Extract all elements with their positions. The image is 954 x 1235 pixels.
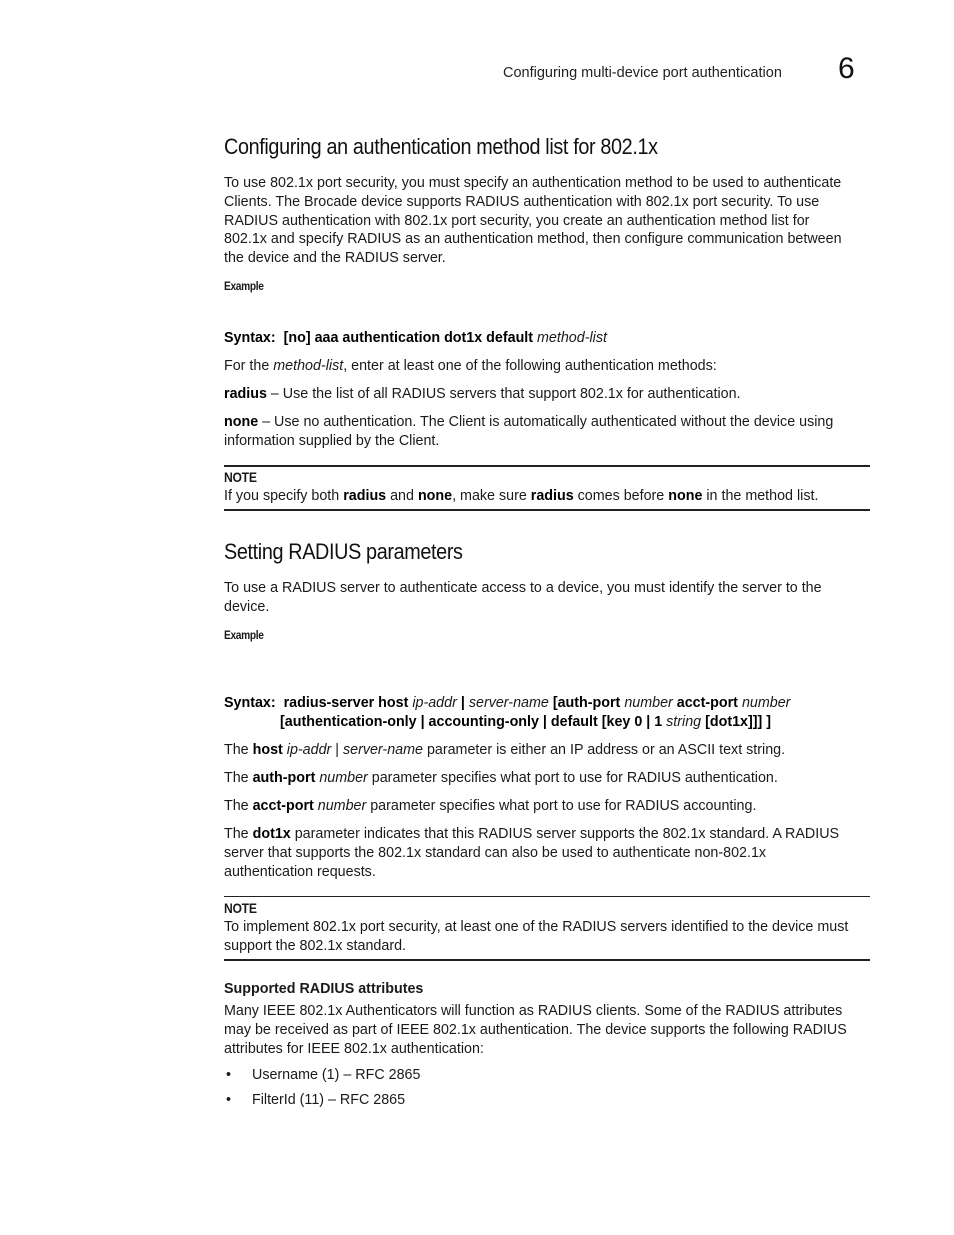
running-header-title: Configuring multi-device port authentication <box>503 65 782 81</box>
subheading-supported-attributes: Supported RADIUS attributes <box>224 981 424 997</box>
text-run: and <box>386 488 418 504</box>
text-run: parameter is either an IP address or an ASCII text string. <box>422 742 786 758</box>
note-bottom-rule <box>224 959 870 961</box>
example-label: Example <box>224 279 264 293</box>
radius-syntax-line-2 <box>280 713 930 732</box>
syntax-argument: method-list <box>537 330 607 346</box>
intro-line: To use a RADIUS server to authenticate access to a device, you must identify the server to the <box>224 580 822 596</box>
text-run: The <box>224 742 253 758</box>
bullet-icon: • <box>226 1092 232 1108</box>
syntax-argument: server-name <box>468 695 549 711</box>
note-bottom-rule <box>224 509 870 511</box>
text-line: To implement 802.1x port security, at least one of the RADIUS servers identified to the device must <box>224 919 849 935</box>
intro-line: 802.1x and specify RADIUS as an authentication method, then configure communication between <box>224 231 842 248</box>
attributes-intro <box>224 1002 874 1058</box>
syntax-line <box>224 329 874 348</box>
keyword: radius <box>530 488 574 504</box>
method-list-intro <box>224 174 874 268</box>
note-top-rule <box>224 896 870 897</box>
text-run: For the <box>224 358 274 374</box>
syntax-argument: number <box>624 695 673 711</box>
radius-description: – Use the list of all RADIUS servers that support 802.1x for authentication. <box>266 386 741 402</box>
intro-line: device. <box>224 598 270 615</box>
param-name: number <box>317 798 367 814</box>
radius-syntax-line-1 <box>224 694 874 713</box>
syntax-command: radius-server host <box>283 695 409 711</box>
dot1x-desc <box>224 825 874 881</box>
keyword: radius <box>343 488 387 504</box>
intro-line: RADIUS authentication with 802.1x port security, you create an authentication method list for <box>224 212 810 229</box>
text-line: authentication requests. <box>224 863 376 880</box>
none-description: – Use no authentication. The Client is automatically authenticated without the device using <box>258 414 834 430</box>
host-param-desc <box>224 741 874 760</box>
text-run: , make sure <box>452 488 531 504</box>
syntax-keyword: acct-port <box>676 695 738 711</box>
syntax-label: Syntax: <box>224 695 276 711</box>
keyword-auth-port: auth-port <box>252 770 316 786</box>
section-heading-method-list: Configuring an authentication method list for 802.1x <box>224 134 658 159</box>
param-name: ip-addr <box>286 742 332 758</box>
none-option <box>224 413 874 451</box>
none-description-cont: information supplied by the Client. <box>224 432 440 449</box>
syntax-separator: | <box>460 695 465 711</box>
keyword-acct-port: acct-port <box>252 798 314 814</box>
keyword: none <box>417 488 453 504</box>
syntax-label: Syntax: <box>224 330 276 346</box>
auth-port-desc <box>224 769 874 788</box>
text-line: attributes for IEEE 802.1x authentication: <box>224 1040 484 1057</box>
note-label: NOTE <box>224 901 257 916</box>
chapter-number: 6 <box>838 52 855 85</box>
text-line: server that supports the 802.1x standard can also be used to authenticate non-802.1x <box>224 844 767 861</box>
example-label: Example <box>224 628 264 642</box>
syntax-argument: ip-addr <box>412 695 457 711</box>
note-label: NOTE <box>224 470 257 485</box>
text-run: The <box>224 798 253 814</box>
keyword-host: host <box>252 742 283 758</box>
param-name: number <box>319 770 368 786</box>
text-line: support the 802.1x standard. <box>224 937 407 954</box>
text-run: If you specify both <box>224 488 344 504</box>
intro-line: To use 802.1x port security, you must specify an authentication method to be used to authenticate <box>224 175 842 191</box>
param-name: server-name <box>342 742 423 758</box>
intro-line: Clients. The Brocade device supports RADIUS authentication with 802.1x port security. To use <box>224 193 820 210</box>
text-run: parameter indicates that this RADIUS server supports the 802.1x standard. A RADIUS <box>290 826 840 842</box>
text-run: The <box>224 770 253 786</box>
text-run: The <box>224 826 253 842</box>
note-text <box>224 487 874 506</box>
text-run: in the method list. <box>702 488 819 504</box>
keyword-dot1x: dot1x <box>252 826 291 842</box>
syntax-argument: number <box>741 695 791 711</box>
text-run: | <box>331 742 343 758</box>
syntax-keyword: [authentication-only | accounting-only | default [key 0 | 1 <box>280 714 663 730</box>
syntax-argument: string <box>666 714 702 730</box>
text-run: , enter at least one of the following authentication methods: <box>343 358 717 374</box>
radius-intro <box>224 579 874 617</box>
syntax-command: [no] aaa authentication dot1x default <box>283 330 534 346</box>
note-top-rule <box>224 465 870 467</box>
method-list-instruction <box>224 357 874 376</box>
intro-line: the device and the RADIUS server. <box>224 250 446 267</box>
list-item: FilterId (11) – RFC 2865 <box>252 1092 406 1108</box>
keyword: none <box>668 488 703 504</box>
syntax-keyword: [dot1x]]] ] <box>705 714 772 730</box>
text-run: comes before <box>573 488 669 504</box>
section-heading-radius-parameters: Setting RADIUS parameters <box>224 539 463 564</box>
keyword-none: none <box>224 414 259 430</box>
acct-port-desc <box>224 797 874 816</box>
param-name: method-list <box>273 358 344 374</box>
text-run: parameter specifies what port to use for RADIUS authentication. <box>367 770 778 786</box>
text-line: may be received as part of IEEE 802.1x authentication. The device supports the following RADIUS <box>224 1021 847 1038</box>
keyword-radius: radius <box>224 386 267 402</box>
list-item: Username (1) – RFC 2865 <box>252 1067 421 1083</box>
text-run: parameter specifies what port to use for RADIUS accounting. <box>366 798 757 814</box>
radius-option <box>224 385 874 404</box>
syntax-keyword: [auth-port <box>552 695 621 711</box>
text-line: Many IEEE 802.1x Authenticators will function as RADIUS clients. Some of the RADIUS attributes <box>224 1003 843 1019</box>
note-text <box>224 918 874 956</box>
bullet-icon: • <box>226 1067 232 1083</box>
